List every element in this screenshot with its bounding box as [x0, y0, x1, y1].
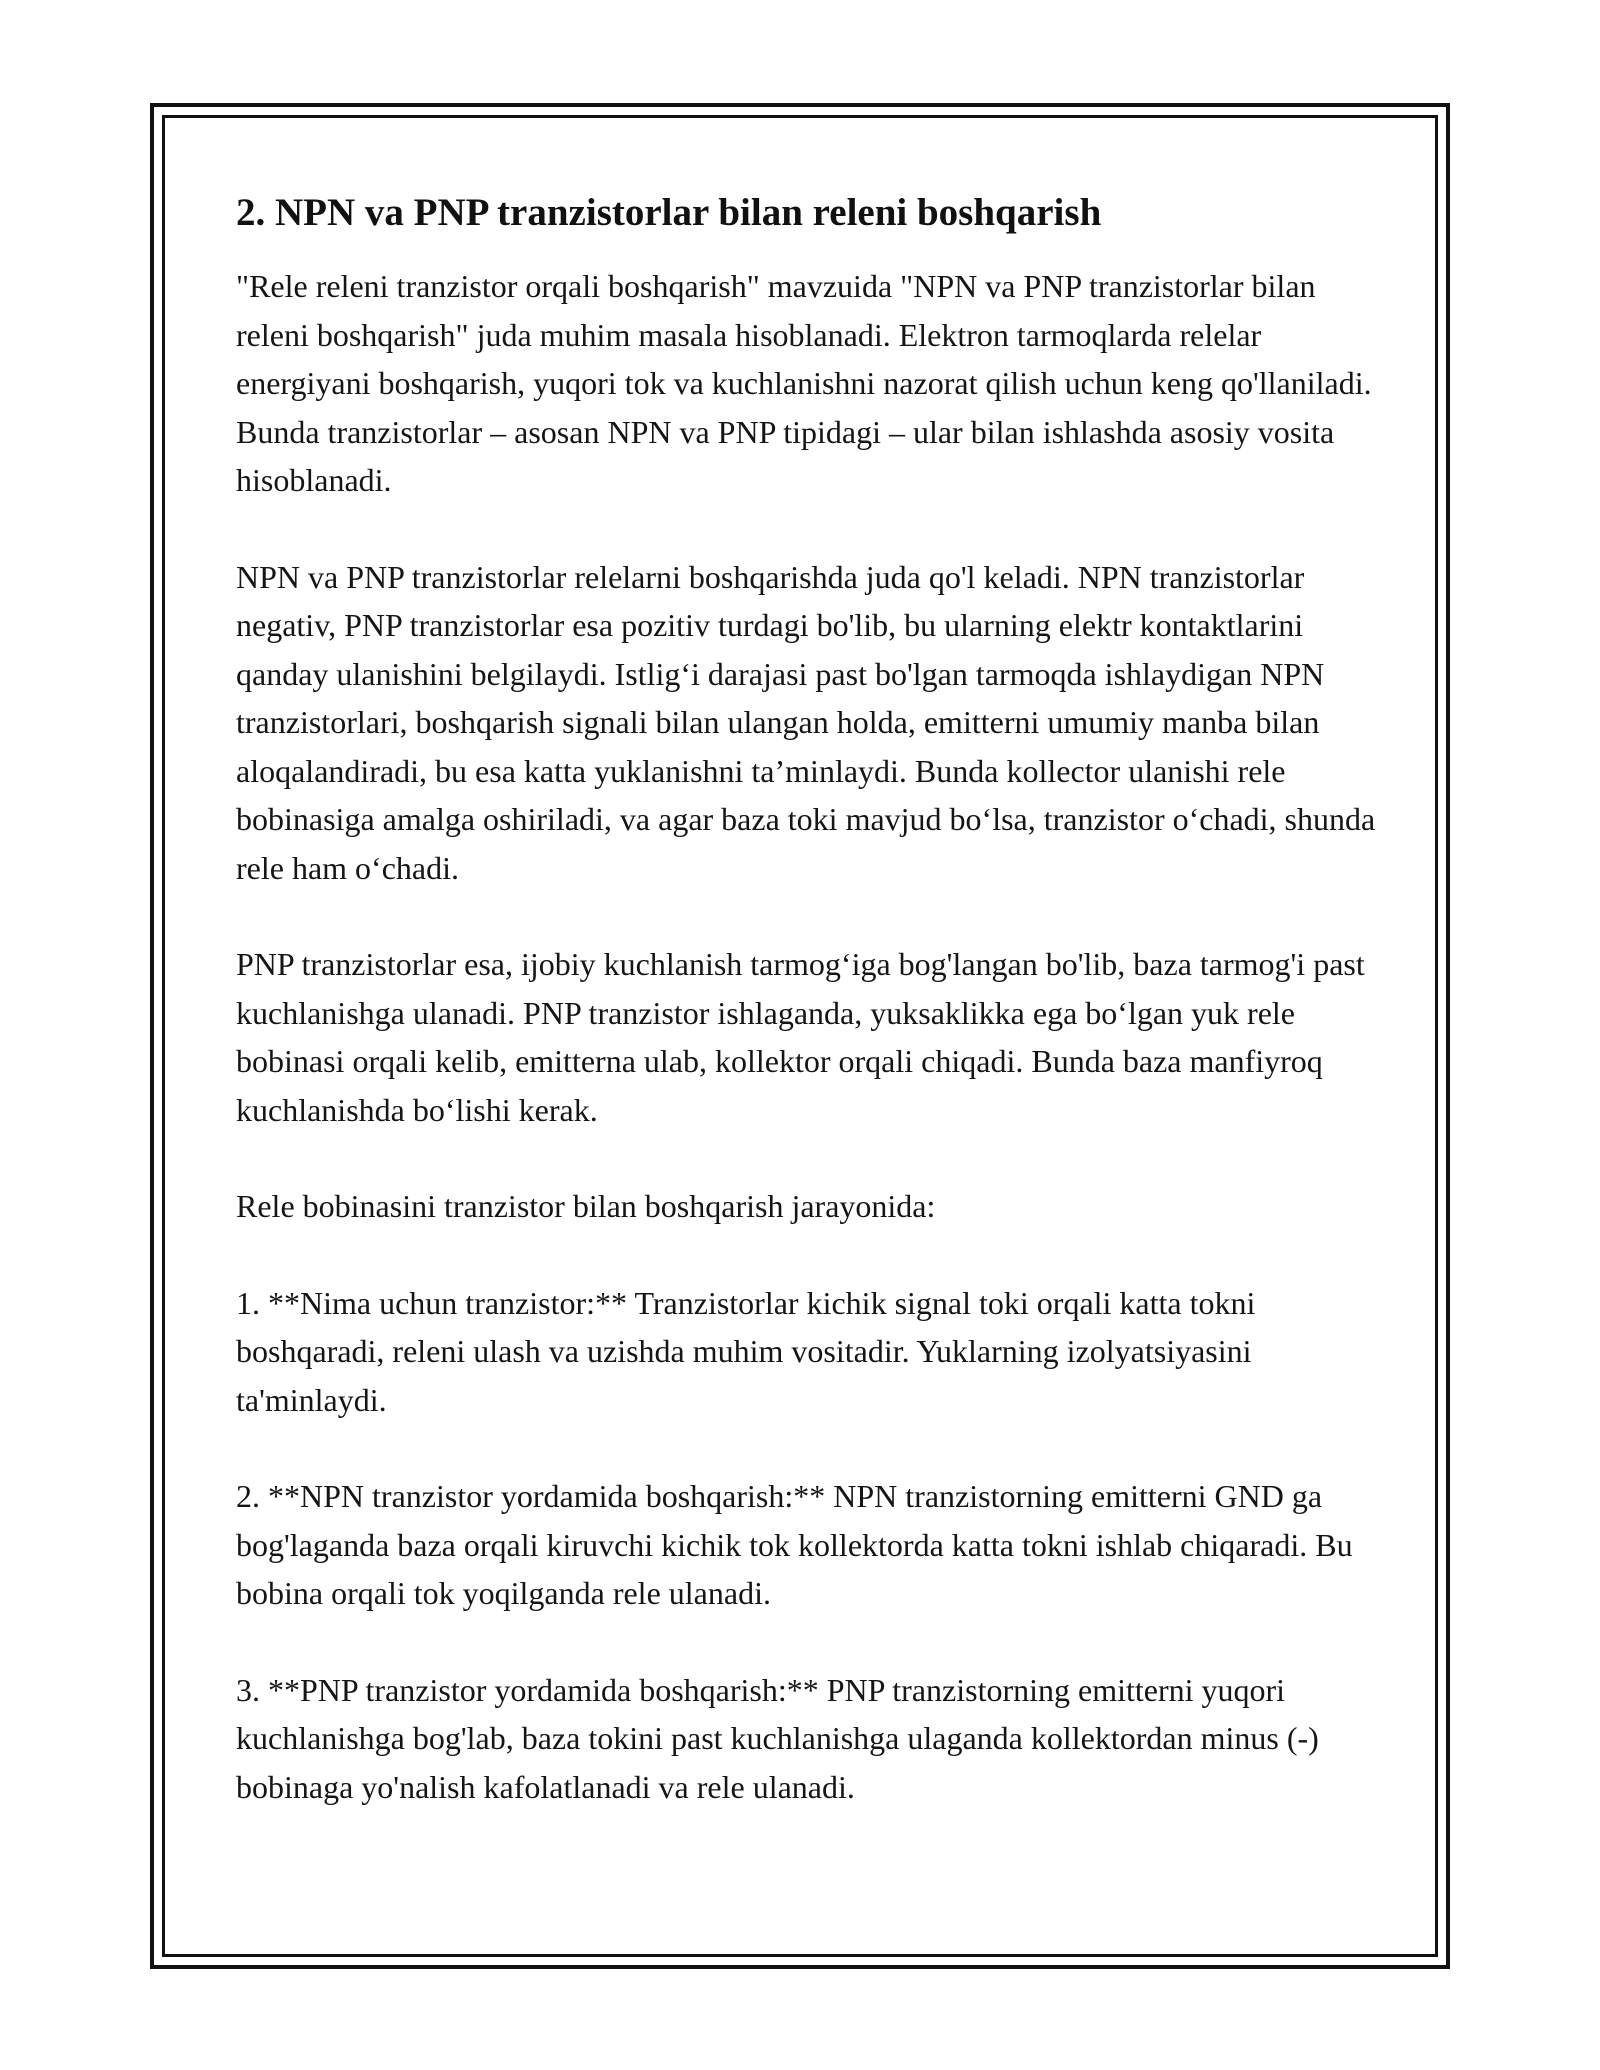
document-body [236, 188, 1376, 1859]
paragraph-pnp: PNP tranzistorlar esa, ijobiy kuchlanish tarmog‘iga bog'langan bo'lib, baza tarmog'i past kuchlanishga ulanadi. PNP tranzistor ishlaganda, yuksaklikka ega bo‘lgan yuk rele bobinasi orqali kelib, emitterna ulab, kollektor orqali chiqadi. Bunda baza manfiyroq kuchlanishda bo‘lishi kerak. [236, 946, 1365, 1128]
list-item-1: 1. **Nima uchun tranzistor:** Tranzistorlar kichik signal toki orqali katta tokni boshqaradi, releni ulash va uzishda muhim vositadir. Yuklarning izolyatsiyasini ta'minlaydi. [236, 1284, 1256, 1418]
paragraph-process-intro: Rele bobinasini tranzistor bilan boshqarish jarayonida: [236, 1188, 936, 1224]
list-item-2: 2. **NPN tranzistor yordamida boshqarish:** NPN tranzistorning emitterni GND ga bog'laganda baza orqali kiruvchi kichik tok kollektorda katta tokni ishlab chiqaradi. Bu bobina orqali tok yoqilganda rele ulanadi. [236, 1478, 1353, 1611]
paragraph-npn-pnp-overview: NPN va PNP tranzistorlar relelarni boshqarishda juda qo'l keladi. NPN tranzistorlar negativ, PNP tranzistorlar esa pozitiv turdagi bo'lib, bu ularning elektr kontaktlarini qanday ulanishini belgilaydi. Istlig‘i darajasi past bo'lgan tarmoqda ishlaydigan NPN tranzistorlari, boshqarish signali bilan ulangan holda, emitterni umumiy manba bilan aloqalandiradi, bu esa katta yuklanishni ta’minlaydi. Bunda kollector ulanishi rele bobinasiga amalga oshiriladi, va agar baza toki mavjud bo‘lsa, tranzistor o‘chadi, shunda rele ham o‘chadi. [236, 558, 1376, 886]
paragraph-intro: "Rele releni tranzistor orqali boshqarish" mavzuida "NPN va PNP tranzistorlar bilan releni boshqarish" juda muhim masala hisoblanadi. Elektron tarmoqlarda relelar energiyani boshqarish, yuqori tok va kuchlanishni nazorat qilish uchun keng qo'llaniladi. Bunda tranzistorlar – asosan NPN va PNP tipidagi – ular bilan ishlashda asosiy vosita hisoblanadi. [236, 268, 1372, 498]
section-heading: 2. NPN va PNP tranzistorlar bilan releni boshqarish [236, 191, 1102, 234]
list-item-3: 3. **PNP tranzistor yordamida boshqarish:** PNP tranzistorning emitterni yuqori kuchlanishga bog'lab, baza tokini past kuchlanishga ulaganda kollektordan minus (-) bobinaga yo'nalish kafolatlanadi va rele ulanadi. [236, 1671, 1319, 1805]
